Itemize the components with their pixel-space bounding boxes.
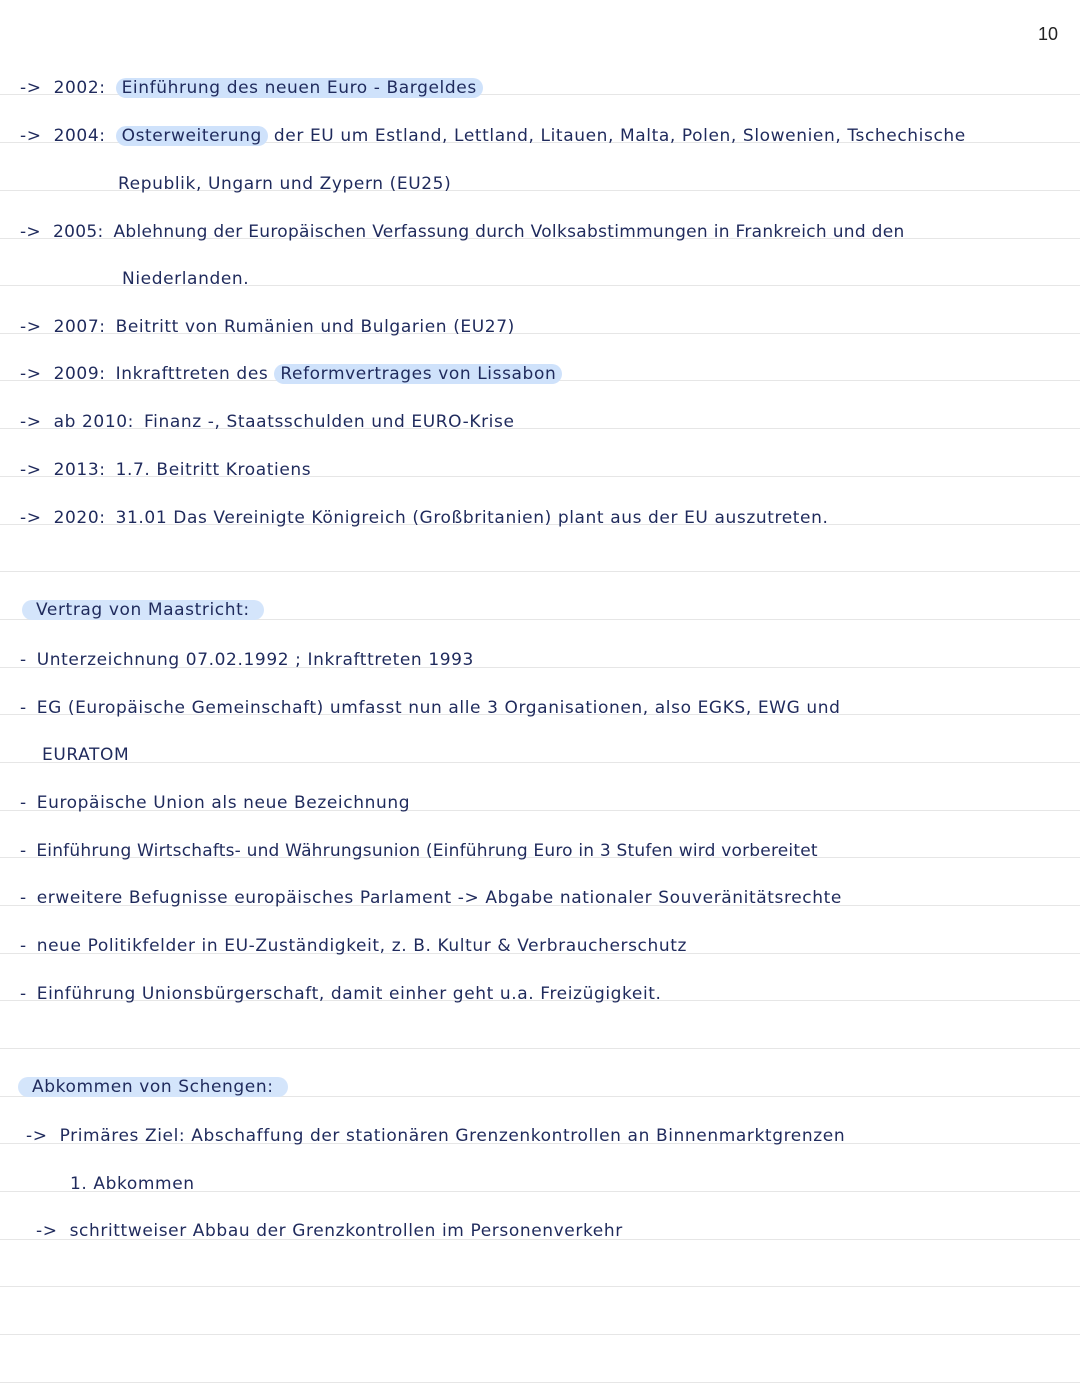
list-item [20,982,662,1006]
timeline-year: 2004: [53,126,106,146]
dash-bullet: - [20,650,27,670]
timeline-entry [20,315,515,339]
timeline-year: 2009: [53,364,106,384]
timeline-year: ab 2010: [53,412,134,432]
timeline-entry-continuation [122,267,249,291]
list-item [20,934,687,958]
list-item-text: 1. Abkommen [70,1174,195,1194]
arrow-icon: -> [20,508,42,528]
list-item [20,791,410,815]
timeline-entry [20,220,905,244]
timeline-text: Niederlanden. [122,269,250,289]
list-item-text: EURATOM [42,745,130,765]
highlighted-text: Reformvertrages von Lissabon [274,364,562,384]
arrow-icon: -> [20,78,42,98]
ruled-line [0,1286,1080,1287]
timeline-entry [20,124,966,148]
list-item [20,886,842,910]
ruled-line [0,1048,1080,1049]
highlighted-text: Einführung des neuen Euro - Bargeldes [116,78,483,98]
timeline-text: Finanz -, Staatsschulden und EURO-Krise [144,412,515,432]
highlighted-text: Osterweiterung [116,126,268,146]
arrow-icon: -> [20,460,42,480]
ruled-line [0,1382,1080,1383]
page-number: 10 [1037,24,1058,44]
timeline-text: Beitritt von Rumänien und Bulgarien (EU27) [115,317,515,337]
timeline-text: Republik, Ungarn und Zypern (EU25) [118,174,452,194]
arrow-icon: -> [20,412,42,432]
list-item [20,839,818,863]
section-heading-schengen [18,1075,288,1099]
timeline-text: Ablehnung der Europäischen Verfassung durch Volksabstimmungen in Frankreich und den [113,222,905,242]
timeline-entry [20,458,311,482]
dash-bullet: - [20,888,27,908]
timeline-entry [20,506,828,530]
arrow-icon: -> [20,126,42,146]
timeline-text: 31.01 Das Vereinigte Königreich (Großbritanien) plant aus der EU auszutreten. [115,508,829,528]
list-item-text: EG (Europäische Gemeinschaft) umfasst nun alle 3 Organisationen, also EGKS, EWG und [36,698,841,718]
timeline-year: 2005: [52,222,104,242]
arrow-icon: -> [36,1221,58,1241]
timeline-text: der EU um Estland, Lettland, Litauen, Malta, Polen, Slowenien, Tschechische [273,126,966,146]
list-item-text: schrittweiser Abbau der Grenzkontrollen im Personenverkehr [69,1221,623,1241]
arrow-icon: -> [20,364,42,384]
dash-bullet: - [20,698,27,718]
section-heading-maastricht [22,598,264,622]
list-item [70,1172,195,1196]
timeline-entry [20,362,562,386]
list-item-text: Primäres Ziel: Abschaffung der stationären Grenzenkontrollen an Binnenmarktgrenzen [59,1126,846,1146]
list-item-text: Einführung Wirtschafts- und Währungsunion (Einführung Euro in 3 Stufen wird vorbereitet [36,841,818,861]
list-item-continuation [42,743,129,767]
list-item-text: erweitere Befugnisse europäisches Parlament -> Abgabe nationaler Souveränitätsrechte [36,888,842,908]
dash-bullet: - [20,984,27,1004]
timeline-year: 2007: [53,317,106,337]
timeline-entry [20,410,515,434]
list-item [26,1124,845,1148]
list-item-text: Europäische Union als neue Bezeichnung [36,793,411,813]
timeline-year: 2020: [53,508,106,528]
list-item [20,648,474,672]
ruled-line [0,762,1080,763]
timeline-year: 2013: [53,460,106,480]
dash-bullet: - [20,793,27,813]
heading-text: Vertrag von Maastricht: [22,600,264,620]
list-item-text: Einführung Unionsbürgerschaft, damit einher geht u.a. Freizügigkeit. [36,984,662,1004]
list-item [36,1219,623,1243]
timeline-text: Inkrafttreten des [115,364,269,384]
timeline-entry-continuation [118,172,451,196]
list-item-text: Unterzeichnung 07.02.1992 ; Inkrafttreten 1993 [36,650,474,670]
timeline-text: 1.7. Beitritt Kroatiens [115,460,312,480]
timeline-entry [20,76,483,100]
ruled-line [0,571,1080,572]
dash-bullet: - [20,841,27,861]
ruled-line [0,1334,1080,1335]
list-item-text: neue Politikfelder in EU-Zuständigkeit, z. B. Kultur & Verbraucherschutz [36,936,688,956]
arrow-icon: -> [20,222,41,242]
arrow-icon: -> [26,1126,48,1146]
timeline-year: 2002: [53,78,106,98]
heading-text: Abkommen von Schengen: [18,1077,288,1097]
arrow-icon: -> [20,317,42,337]
list-item [20,696,841,720]
dash-bullet: - [20,936,27,956]
